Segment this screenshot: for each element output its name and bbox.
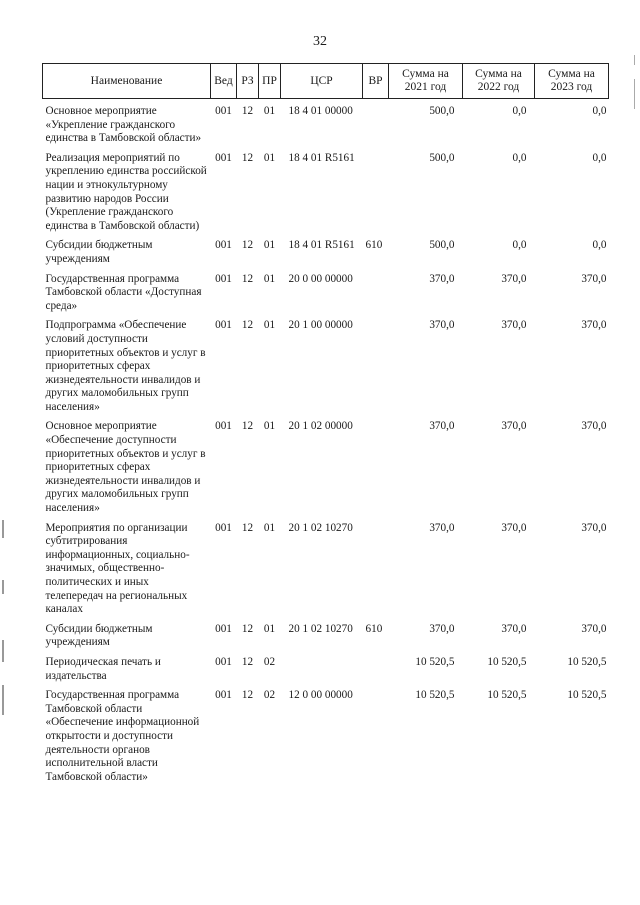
row-pr: 01 (263, 151, 276, 164)
row-csr: 20 1 02 10270 (288, 521, 353, 534)
row-rz: 12 (241, 151, 254, 164)
row-rz: 12 (241, 420, 254, 433)
row-csr: 20 1 02 10270 (288, 622, 353, 635)
row-pr: 01 (263, 319, 276, 332)
row-ved: 001 (215, 151, 232, 164)
row-pr: 01 (263, 105, 276, 117)
header-sum-2022: Сумма на 2022 год (463, 64, 535, 99)
row-sum-2021: 370,0 (429, 272, 455, 285)
row-vr (363, 148, 389, 236)
row-sum-2021: 370,0 (429, 622, 455, 635)
row-sum-2021: 370,0 (429, 521, 455, 534)
row-sum-2022: 370,0 (501, 272, 527, 285)
row-sum-2023: 0,0 (592, 239, 607, 252)
header-csr: ЦСР (281, 64, 363, 99)
row-csr: 12 0 00 00000 (288, 689, 353, 702)
row-sum-2022: 10 520,5 (487, 689, 527, 702)
table-row (43, 99, 609, 148)
row-csr: 20 1 00 00000 (288, 319, 353, 332)
row-vr (363, 269, 389, 316)
row-sum-2022: 0,0 (512, 151, 527, 164)
row-pr: 01 (263, 521, 276, 534)
scan-edge-marks-right (634, 55, 636, 115)
row-ved: 001 (215, 420, 232, 433)
row-sum-2023: 370,0 (581, 319, 607, 332)
row-pr: 01 (263, 420, 276, 433)
row-vr (363, 652, 389, 685)
row-rz: 12 (241, 622, 254, 635)
scan-edge-marks (2, 520, 5, 720)
row-sum-2023: 370,0 (581, 521, 607, 534)
row-sum-2022: 0,0 (512, 239, 527, 252)
row-csr: 18 4 01 00000 (288, 105, 353, 117)
header-vr: ВР (363, 64, 389, 99)
row-name: Государственная программа Тамбовской области «Доступная среда» (45, 272, 202, 312)
table-row (43, 619, 609, 652)
table-row (43, 518, 609, 619)
row-ved: 001 (215, 521, 232, 534)
row-vr (363, 416, 389, 517)
table-row (43, 652, 609, 685)
table-row (43, 685, 609, 786)
row-pr: 02 (263, 689, 276, 702)
row-sum-2021: 370,0 (429, 420, 455, 433)
row-sum-2021: 370,0 (429, 319, 455, 332)
row-vr (363, 685, 389, 786)
row-rz: 12 (241, 239, 254, 252)
row-sum-2022: 10 520,5 (487, 655, 527, 668)
row-sum-2021: 500,0 (429, 151, 455, 164)
row-sum-2021: 10 520,5 (415, 655, 455, 668)
row-pr: 01 (263, 239, 276, 252)
header-pr: ПР (259, 64, 281, 99)
row-name: Субсидии бюджетным учреждениям (45, 239, 153, 265)
table-row (43, 416, 609, 517)
row-sum-2023: 10 520,5 (567, 655, 607, 668)
row-pr: 02 (263, 655, 276, 668)
header-sum-2023: Сумма на 2023 год (535, 64, 609, 99)
table-row (43, 235, 609, 268)
row-csr: 20 1 02 00000 (288, 420, 353, 433)
header-sum-2021: Сумма на 2021 год (389, 64, 463, 99)
row-name: Основное мероприятие «Обеспечение доступности приоритетных объектов и услуг в приоритетных сферах жизнедеятельности инвалидов и других маломобильных групп населения» (45, 420, 206, 515)
row-rz: 12 (241, 272, 254, 285)
header-ved: Вед (211, 64, 237, 99)
row-csr: 18 4 01 R5161 (288, 151, 355, 164)
row-name: Основное мероприятие «Укрепление гражданского единства в Тамбовской области» (45, 105, 202, 145)
row-sum-2022: 370,0 (501, 319, 527, 332)
row-vr (363, 99, 389, 148)
row-name: Государственная программа Тамбовской области «Обеспечение информационной открытости и доступности деятельности органов исполнительной власти Тамбовской области» (45, 689, 200, 783)
row-vr: 610 (365, 239, 383, 252)
row-sum-2023: 0,0 (592, 151, 607, 164)
row-ved: 001 (215, 239, 232, 252)
page-number: 32 (313, 34, 327, 49)
row-vr: 610 (365, 622, 383, 635)
row-sum-2022: 370,0 (501, 622, 527, 635)
table-row (43, 315, 609, 416)
row-ved: 001 (215, 105, 232, 117)
row-rz: 12 (241, 655, 254, 668)
row-vr (363, 518, 389, 619)
header-rz: РЗ (237, 64, 259, 99)
row-vr (363, 315, 389, 416)
table-body (43, 99, 609, 787)
row-name: Субсидии бюджетным учреждениям (45, 622, 153, 649)
row-csr: 18 4 01 R5161 (288, 239, 355, 252)
table-row (43, 148, 609, 236)
row-csr: 20 0 00 00000 (288, 272, 353, 285)
row-rz: 12 (241, 521, 254, 534)
row-ved: 001 (215, 655, 232, 668)
row-sum-2023: 370,0 (581, 272, 607, 285)
row-ved: 001 (215, 689, 232, 702)
header-name: Наименование (43, 64, 211, 99)
row-csr (281, 652, 363, 685)
row-name: Мероприятия по организации субтитрирования информационных, социально-значимых, общественно-политических и иных телепередач на региональных каналах (45, 521, 190, 616)
row-ved: 001 (215, 622, 232, 635)
row-pr: 01 (263, 622, 276, 635)
row-name: Реализация мероприятий по укреплению единства российской нации и этнокультурному развитию народов России (Укрепление гражданского единства в Тамбовской области) (45, 151, 207, 232)
table-row (43, 269, 609, 316)
row-name: Подпрограмма «Обеспечение условий доступности приоритетных объектов и услуг в приоритетных сферах жизнедеятельности инвалидов и других маломобильных групп населения» (45, 319, 206, 413)
row-pr: 01 (263, 272, 276, 285)
row-sum-2021: 10 520,5 (415, 689, 455, 702)
row-sum-2021: 500,0 (429, 105, 455, 117)
row-sum-2022: 370,0 (501, 521, 527, 534)
row-rz: 12 (241, 105, 254, 117)
row-ved: 001 (215, 319, 232, 332)
row-sum-2022: 370,0 (501, 420, 527, 433)
row-sum-2021: 500,0 (429, 239, 455, 252)
row-sum-2022: 0,0 (512, 105, 527, 117)
row-rz: 12 (241, 319, 254, 332)
row-rz: 12 (241, 689, 254, 702)
row-sum-2023: 10 520,5 (567, 689, 607, 702)
row-name: Периодическая печать и издательства (45, 655, 161, 682)
row-ved: 001 (215, 272, 232, 285)
row-sum-2023: 370,0 (581, 622, 607, 635)
row-sum-2023: 370,0 (581, 420, 607, 433)
table-header (43, 64, 609, 99)
budget-table (42, 63, 609, 786)
row-sum-2023: 0,0 (592, 105, 607, 117)
